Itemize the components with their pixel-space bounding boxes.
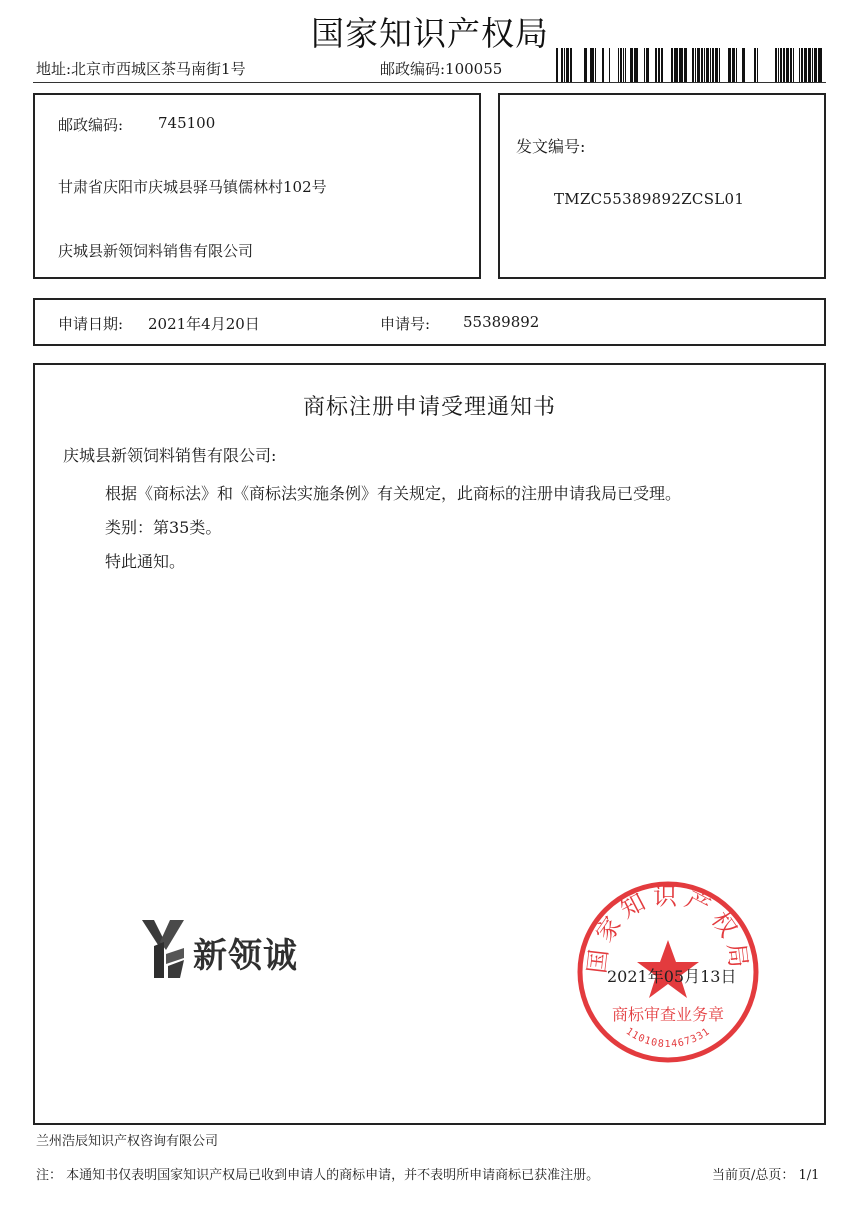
notice-title: 商标注册申请受理通知书 [302,395,556,420]
logo-mark-icon [140,918,186,980]
page-indicator: 当前页/总页： 1/1 [712,1168,820,1183]
application-number-value: 55389892 [463,313,540,331]
recipient-address: 甘肃省庆阳市庆城县驿马镇儒林村102号 [58,178,327,196]
document-number-label: 发文编号: [516,137,586,156]
barcode-icon [556,48,822,82]
notice-closing: 特此通知。 [105,552,186,571]
agency-name: 兰州浩辰知识产权咨询有限公司 [36,1134,219,1149]
office-postcode: 邮政编码:100055 [380,60,503,78]
notice-addressee: 庆城县新领饲料销售有限公司: [63,446,277,465]
seal-bottom-text: 商标审查业务章 [611,1005,725,1024]
svg-text:1101081467331 [624,1026,713,1050]
application-number-label: 申请号: [380,315,431,333]
logo-text: 新领诚 [193,936,298,976]
office-title: 国家知识产权局 [311,14,549,53]
office-address: 地址:北京市西城区茶马南街1号 [36,60,246,78]
notice-body: 根据《商标法》和《商标法实施条例》有关规定，此商标的注册申请我局已受理。 [105,484,682,503]
recipient-postcode-label: 邮政编码: [58,116,124,134]
application-date-label: 申请日期: [58,315,124,333]
header-divider [33,82,826,83]
seal-top-text: 国家知识产权局 [582,882,754,975]
notice-category: 类别：第35类。 [105,518,222,537]
document-number-box [498,93,826,279]
recipient-postcode-value: 745100 [158,114,216,132]
document-number-value: TMZC55389892ZCSL01 [554,190,745,208]
application-date-value: 2021年4月20日 [148,315,260,333]
notice-date: 2021年05月13日 [607,967,737,986]
footer-note: 注： 本通知书仅表明国家知识产权局已收到申请人的商标申请，并不表明所申请商标已获准注册。 [36,1168,600,1183]
recipient-company: 庆城县新领饲料销售有限公司 [58,242,254,260]
seal-serial-text: 1101081467331 [623,1026,713,1051]
